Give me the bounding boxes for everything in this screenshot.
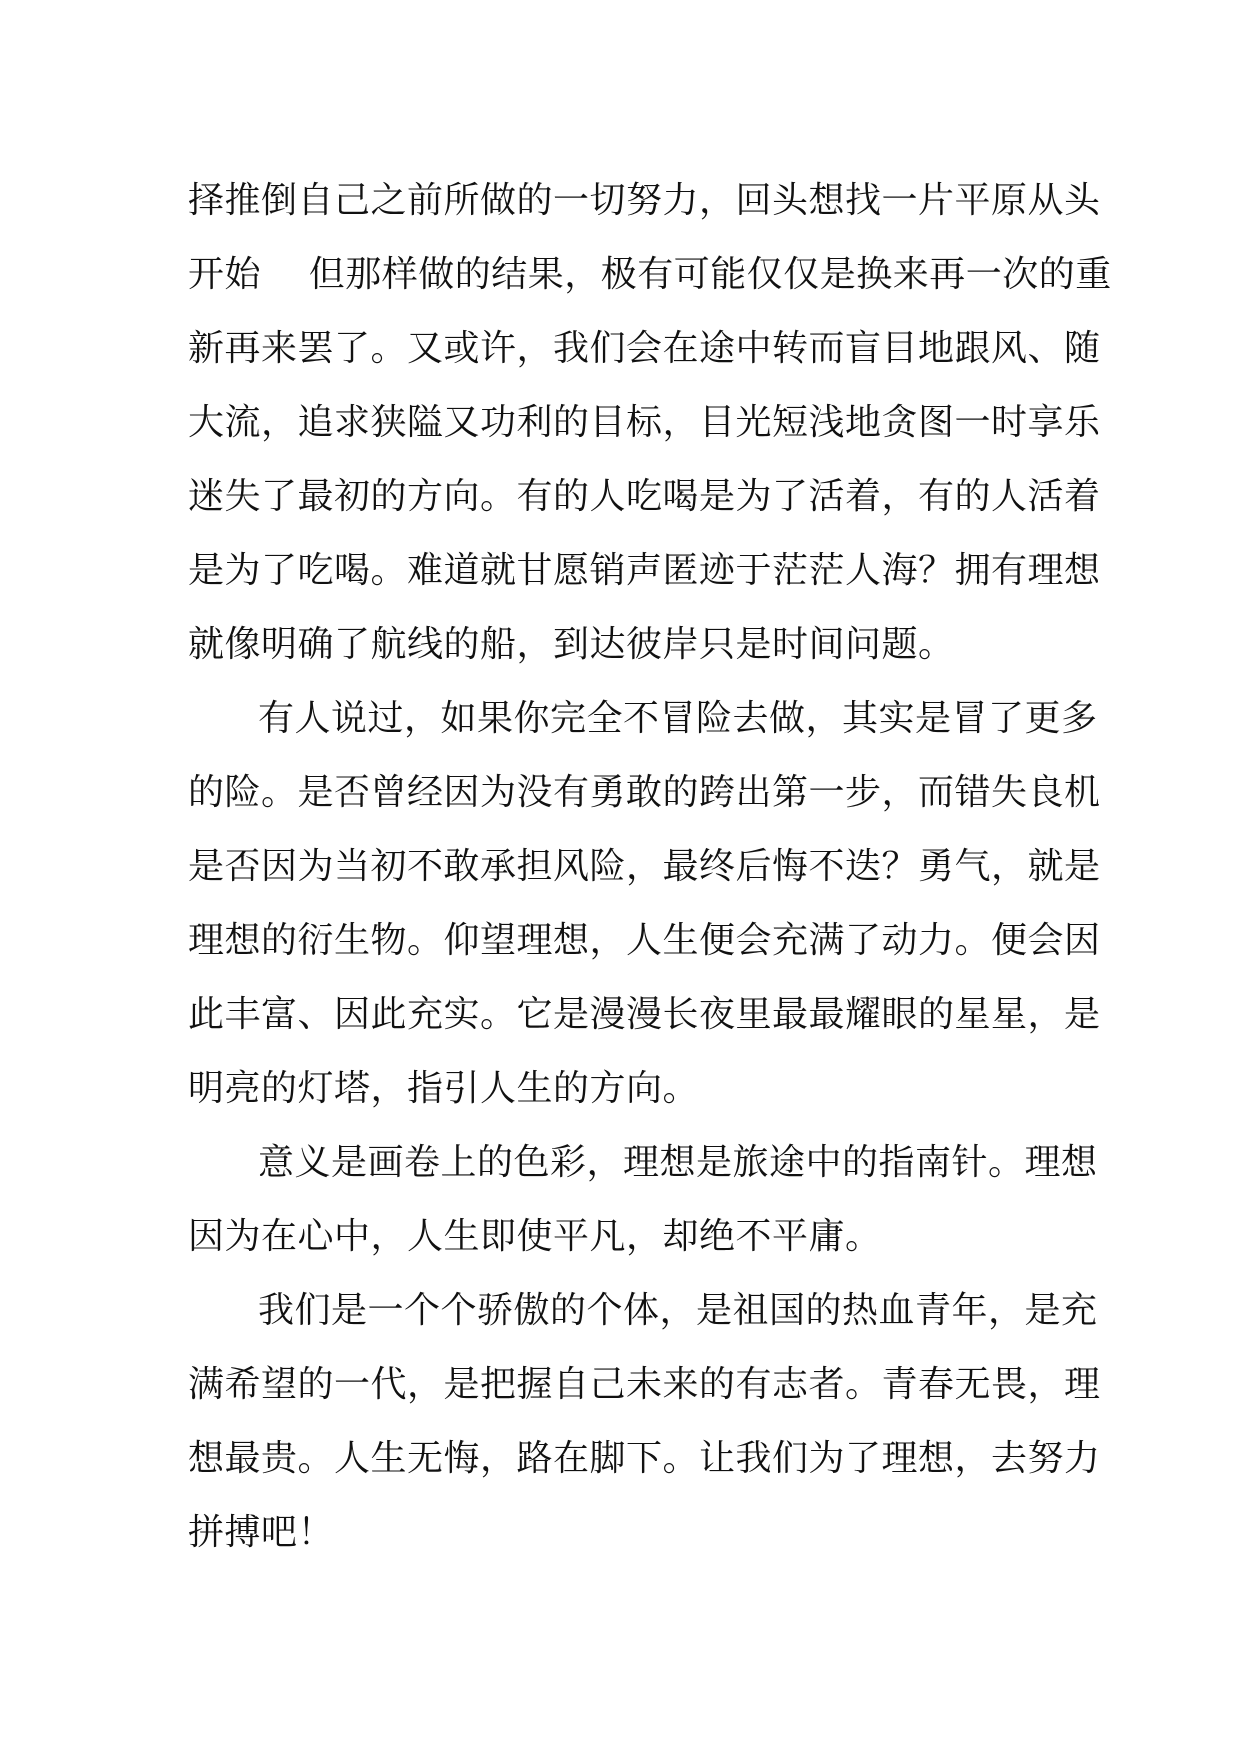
text-line: 意义是画卷上的色彩，理想是旅途中的指南针。理想	[258, 1142, 1098, 1183]
text-line: 因为在心中，人生即使平凡，却绝不平庸。	[188, 1216, 882, 1257]
text-line: 满希望的一代，是把握自己未来的有志者。青春无畏，理	[188, 1364, 1101, 1405]
text-line: 有人说过，如果你完全不冒险去做，其实是冒了更多	[258, 698, 1098, 739]
text-line: 迷失了最初的方向。有的人吃喝是为了活着，有的人活着	[188, 476, 1101, 517]
text-line: 是否因为当初不敢承担风险，最终后悔不迭？勇气，就是	[188, 846, 1101, 887]
text-line: 我们是一个个骄傲的个体，是祖国的热血青年，是充	[258, 1290, 1098, 1331]
text-line: 明亮的灯塔，指引人生的方向。	[188, 1068, 700, 1109]
paragraph-3	[188, 1126, 1098, 1274]
paragraph-4	[188, 1274, 1101, 1570]
text-line: 的险。是否曾经因为没有勇敢的跨出第一步，而错失良机	[188, 772, 1101, 813]
text-line: 拼搏吧！	[188, 1512, 335, 1553]
document-body	[188, 164, 1112, 1570]
text-line: 大流，追求狭隘又功利的目标，目光短浅地贪图一时享乐	[188, 402, 1101, 443]
text-line: 择推倒自己之前所做的一切努力，回头想找一片平原从头	[188, 180, 1101, 221]
text-line: 新再来罢了。又或许，我们会在途中转而盲目地跟风、随	[188, 328, 1101, 369]
paragraph-1	[188, 164, 1112, 682]
paragraph-2	[188, 682, 1101, 1126]
text-line: 想最贵。人生无悔，路在脚下。让我们为了理想，去努力	[188, 1438, 1101, 1479]
text-line: 就像明确了航线的船，到达彼岸只是时间问题。	[188, 624, 955, 665]
text-line: 开始 但那样做的结果，极有可能仅仅是换来再一次的重	[188, 254, 1112, 295]
text-line: 是为了吃喝。难道就甘愿销声匿迹于茫茫人海？拥有理想	[188, 550, 1101, 591]
text-line: 此丰富、因此充实。它是漫漫长夜里最最耀眼的星星，是	[188, 994, 1101, 1035]
text-line: 理想的衍生物。仰望理想，人生便会充满了动力。便会因	[188, 920, 1101, 961]
